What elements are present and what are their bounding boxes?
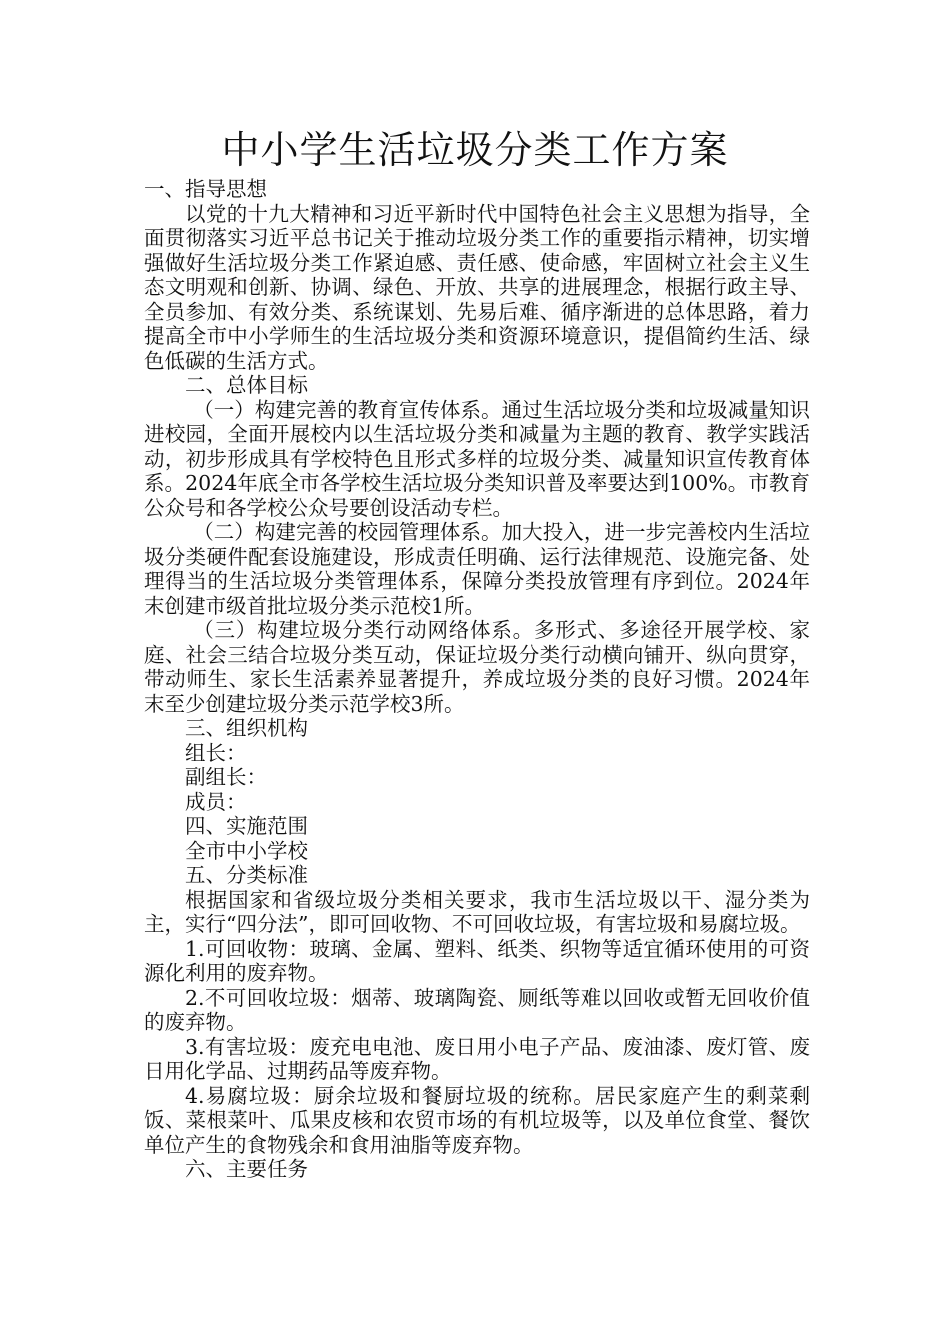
paragraph-hazardous-waste: 3.有害垃圾：废充电电池、废日用小电子产品、废油漆、废灯管、废日用化学品、过期药品等废弃物。 [144,1034,810,1083]
paragraph-goal-action-network: （三）构建垃圾分类行动网络体系。多形式、多途径开展学校、家庭、社会三结合垃圾分类互动，保证垃圾分类行动横向铺开、纵向贯穿，带动师生、家长生活素养显著提升，养成垃圾分类的良好习惯。2024年末至少创建垃圾分类示范学校3所。 [144,618,810,716]
org-deputy-leader-line: 副组长： [185,765,267,789]
section-heading-organization: 三、组织机构 [185,716,308,740]
section-heading-scope: 四、实施范围 [185,814,308,838]
scope-text: 全市中小学校 [185,838,308,863]
section-heading-classification-standard: 五、分类标准 [185,863,308,887]
document-body [144,177,810,1182]
section-heading-main-tasks: 六、主要任务 [185,1157,308,1181]
paragraph-perishable-waste: 4.易腐垃圾：厨余垃圾和餐厨垃圾的统称。居民家庭产生的剩菜剩饭、菜根菜叶、瓜果皮核和农贸市场的有机垃圾等，以及单位食堂、餐饮单位产生的食物残余和食用油脂等废弃物。 [144,1083,810,1157]
org-leader-line: 组长： [185,740,247,765]
paragraph-non-recyclables: 2.不可回收垃圾：烟蒂、玻璃陶瓷、厕纸等难以回收或暂无回收价值的废弃物。 [144,985,810,1034]
paragraph-goal-campus-management: （二）构建完善的校园管理体系。加大投入，进一步完善校内生活垃圾分类硬件配套设施建设，形成责任明确、运行法律规范、设施完备、处理得当的生活垃圾分类管理体系，保障分类投放管理有序到位。2024年末创建市级首批垃圾分类示范校1所。 [144,520,810,618]
paragraph-classification-intro: 根据国家和省级垃圾分类相关要求，我市生活垃圾以干、湿分类为主，实行“四分法”，即可回收物、不可回收垃圾，有害垃圾和易腐垃圾。 [144,887,810,936]
section-heading-guiding-ideology: 一、指导思想 [144,177,267,201]
paragraph-guiding-ideology: 以党的十九大精神和习近平新时代中国特色社会主义思想为指导，全面贯彻落实习近平总书记关于推动垃圾分类工作的重要指示精神，切实增强做好生活垃圾分类工作紧迫感、责任感、使命感，牢固树立社会主义生态文明观和创新、协调、绿色、开放、共享的进展理念，根据行政主导、全员参加、有效分类、系统谋划、先易后难、循序渐进的总体思路，着力提高全市中小学师生的生活垃圾分类和资源环境意识，提倡简约生活、绿色低碳的生活方式。 [144,201,810,373]
paragraph-recyclables: 1.可回收物：玻璃、金属、塑料、纸类、织物等适宜循环使用的可资源化利用的废弃物。 [144,936,810,985]
org-members-line: 成员： [185,789,247,814]
document-title: 中小学生活垃圾分类工作方案 [221,128,729,172]
section-heading-overall-goals: 二、总体目标 [185,373,308,397]
paragraph-goal-education-system: （一）构建完善的教育宣传体系。通过生活垃圾分类和垃圾减量知识进校园，全面开展校内以生活垃圾分类和减量为主题的教育、教学实践活动，初步形成具有学校特色且形式多样的垃圾分类、减量知识宣传教育体系。2024年底全市各学校生活垃圾分类知识普及率要达到100%。市教育公众号和各学校公众号要创设活动专栏。 [144,397,810,520]
